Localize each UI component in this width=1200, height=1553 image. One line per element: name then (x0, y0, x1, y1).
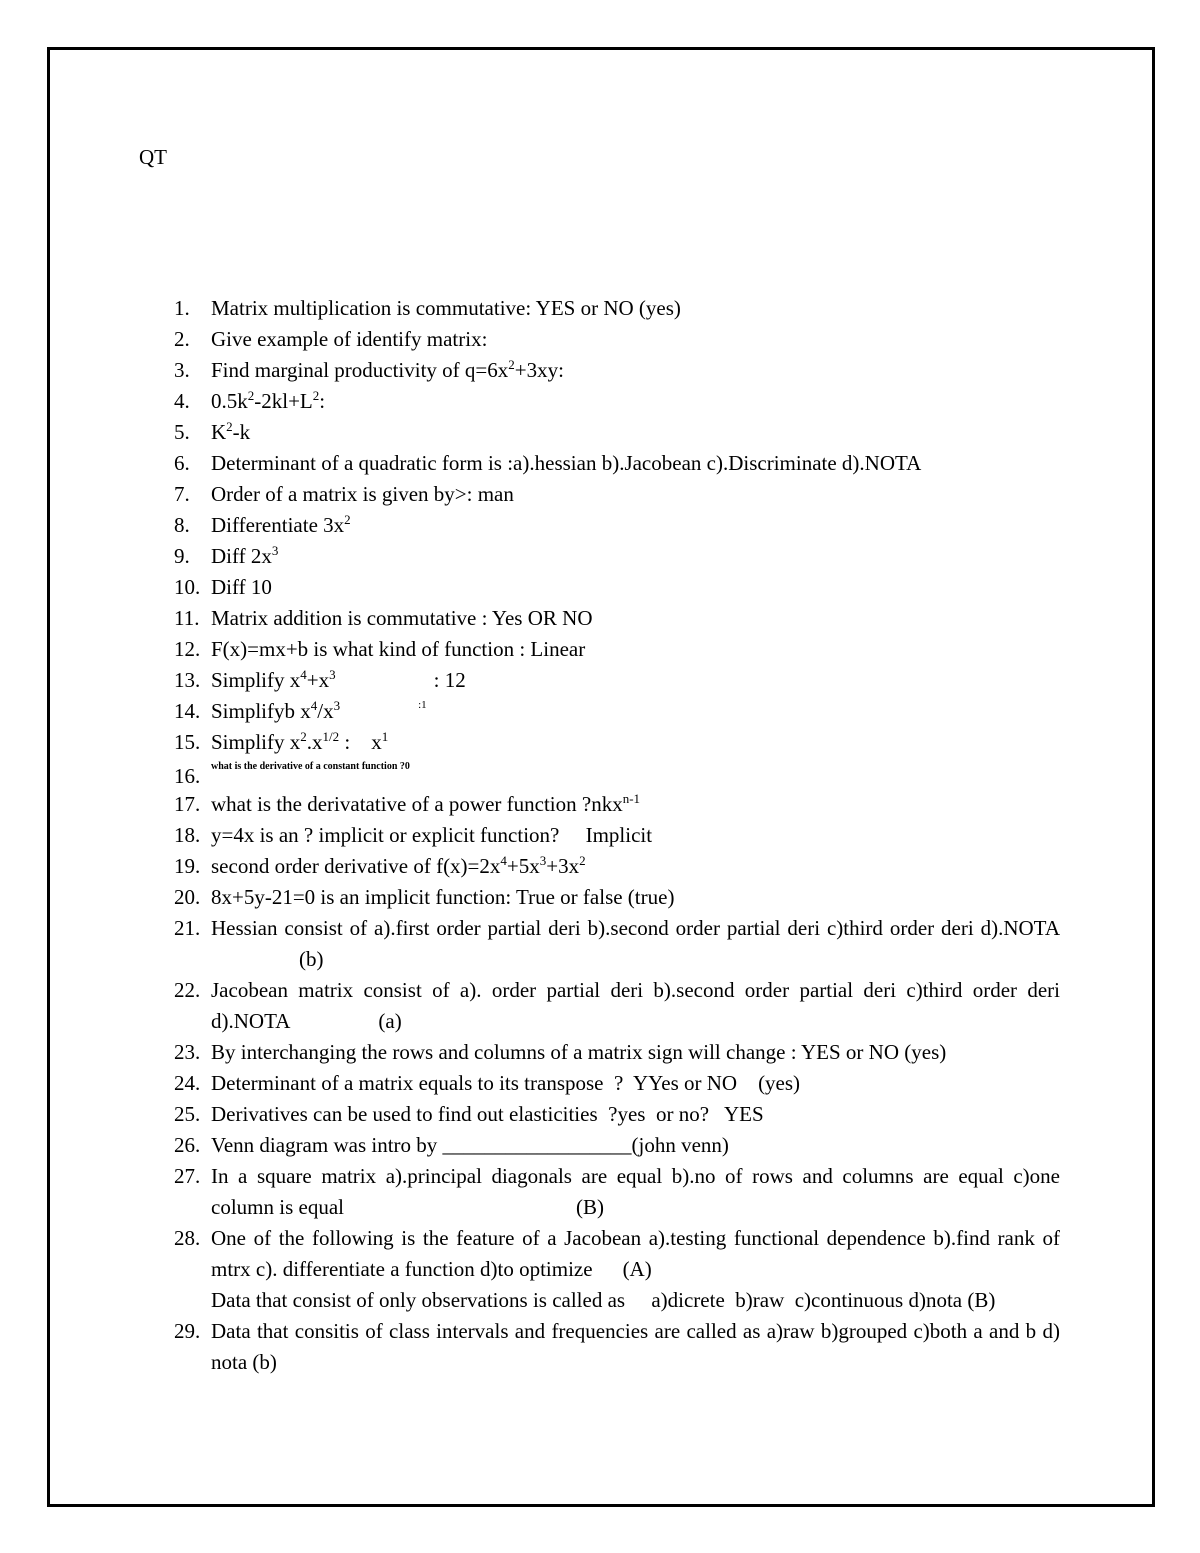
document-title: QT (139, 145, 167, 169)
list-item: 8. Differentiate $3x^2$ (174, 512, 351, 537)
list-item: 15. Simplify $x^2.x^{1/2}$ : $x^1$ (174, 729, 389, 754)
list-item: 7. Order of a matrix is given by>: man (174, 482, 514, 506)
list-item: 26. Venn diagram was intro by __________________(john venn) (174, 1133, 729, 1157)
list-item: 25. Derivatives can be used to find out elasticities ?yes or no? YES (174, 1102, 764, 1126)
list-item: 16. what is the derivative of a constant function ?0 (174, 761, 410, 788)
list-item: 27. In a square matrix a).principal diagonals are equal b).no of rows and columns are equal c)one column is equal (B) (174, 1164, 1060, 1219)
list-item: 5. $K^2-k$ (174, 419, 251, 444)
list-item: 2. Give example of identify matrix: (174, 327, 488, 351)
list-item: 13. Simplify $x^4+x^3$ : 12 (174, 667, 466, 692)
list-item: 9. Diff $2x^3$ (174, 543, 279, 568)
question-list (174, 293, 1060, 1378)
list-item: 20. 8x+5y-21=0 is an implicit function: True or false (true) (174, 885, 675, 909)
list-item-continuation: Data that consist of only observations is called as a)dicrete b)raw c)continuous d)nota (B) (211, 1288, 996, 1312)
list-item: 12. F(x)=mx+b is what kind of function : Linear (174, 637, 586, 661)
list-item: 11. Matrix addition is commutative : Yes OR NO (174, 606, 593, 630)
list-item: 10. Diff 10 (174, 575, 272, 599)
list-item: 6. Determinant of a quadratic form is :a).hessian b).Jacobean c).Discriminate d).NOTA (174, 451, 922, 475)
list-item: 18. y=4x is an ? implicit or explicit function? Implicit (174, 823, 653, 847)
list-item: 3. Find marginal productivity of $q=6x^2+3xy$: (174, 357, 564, 382)
list-item: 22. Jacobean matrix consist of a). order partial deri b).second order partial deri c)third order deri d).NOTA (a) (174, 978, 1060, 1033)
list-item: 17. what is the derivatative of a power function ?nkx$^{n-1}$ (174, 791, 641, 816)
list-item: 24. Determinant of a matrix equals to its transpose ? YYes or NO (yes) (174, 1071, 801, 1095)
list-item: 1. Matrix multiplication is commutative: YES or NO (yes) (174, 296, 681, 320)
list-item: 21. Hessian consist of a).first order partial deri b).second order partial deri c)third order deri d).NOTA(b) (174, 916, 1060, 971)
list-item: 4. $0.5k^2-2kl+L^2$: (174, 388, 326, 413)
list-item: 19. second order derivative of $f(x)=2x^4+5x^3+3x^2$ (174, 853, 586, 878)
list-item: 29. Data that consitis of class intervals and frequencies are called as a)raw b)grouped c)both a and b d) nota (b) (174, 1319, 1060, 1374)
list-item: 28. One of the following is the feature of a Jacobean a).testing functional dependence b).find rank of mtrx c). differentiate a function d)to optimize (A) (174, 1226, 1060, 1281)
list-item: 14. Simplifyb $x^4/x^3$ $^{:1}$ (174, 698, 427, 723)
list-item: 23. By interchanging the rows and columns of a matrix sign will change : YES or NO (yes) (174, 1040, 947, 1064)
